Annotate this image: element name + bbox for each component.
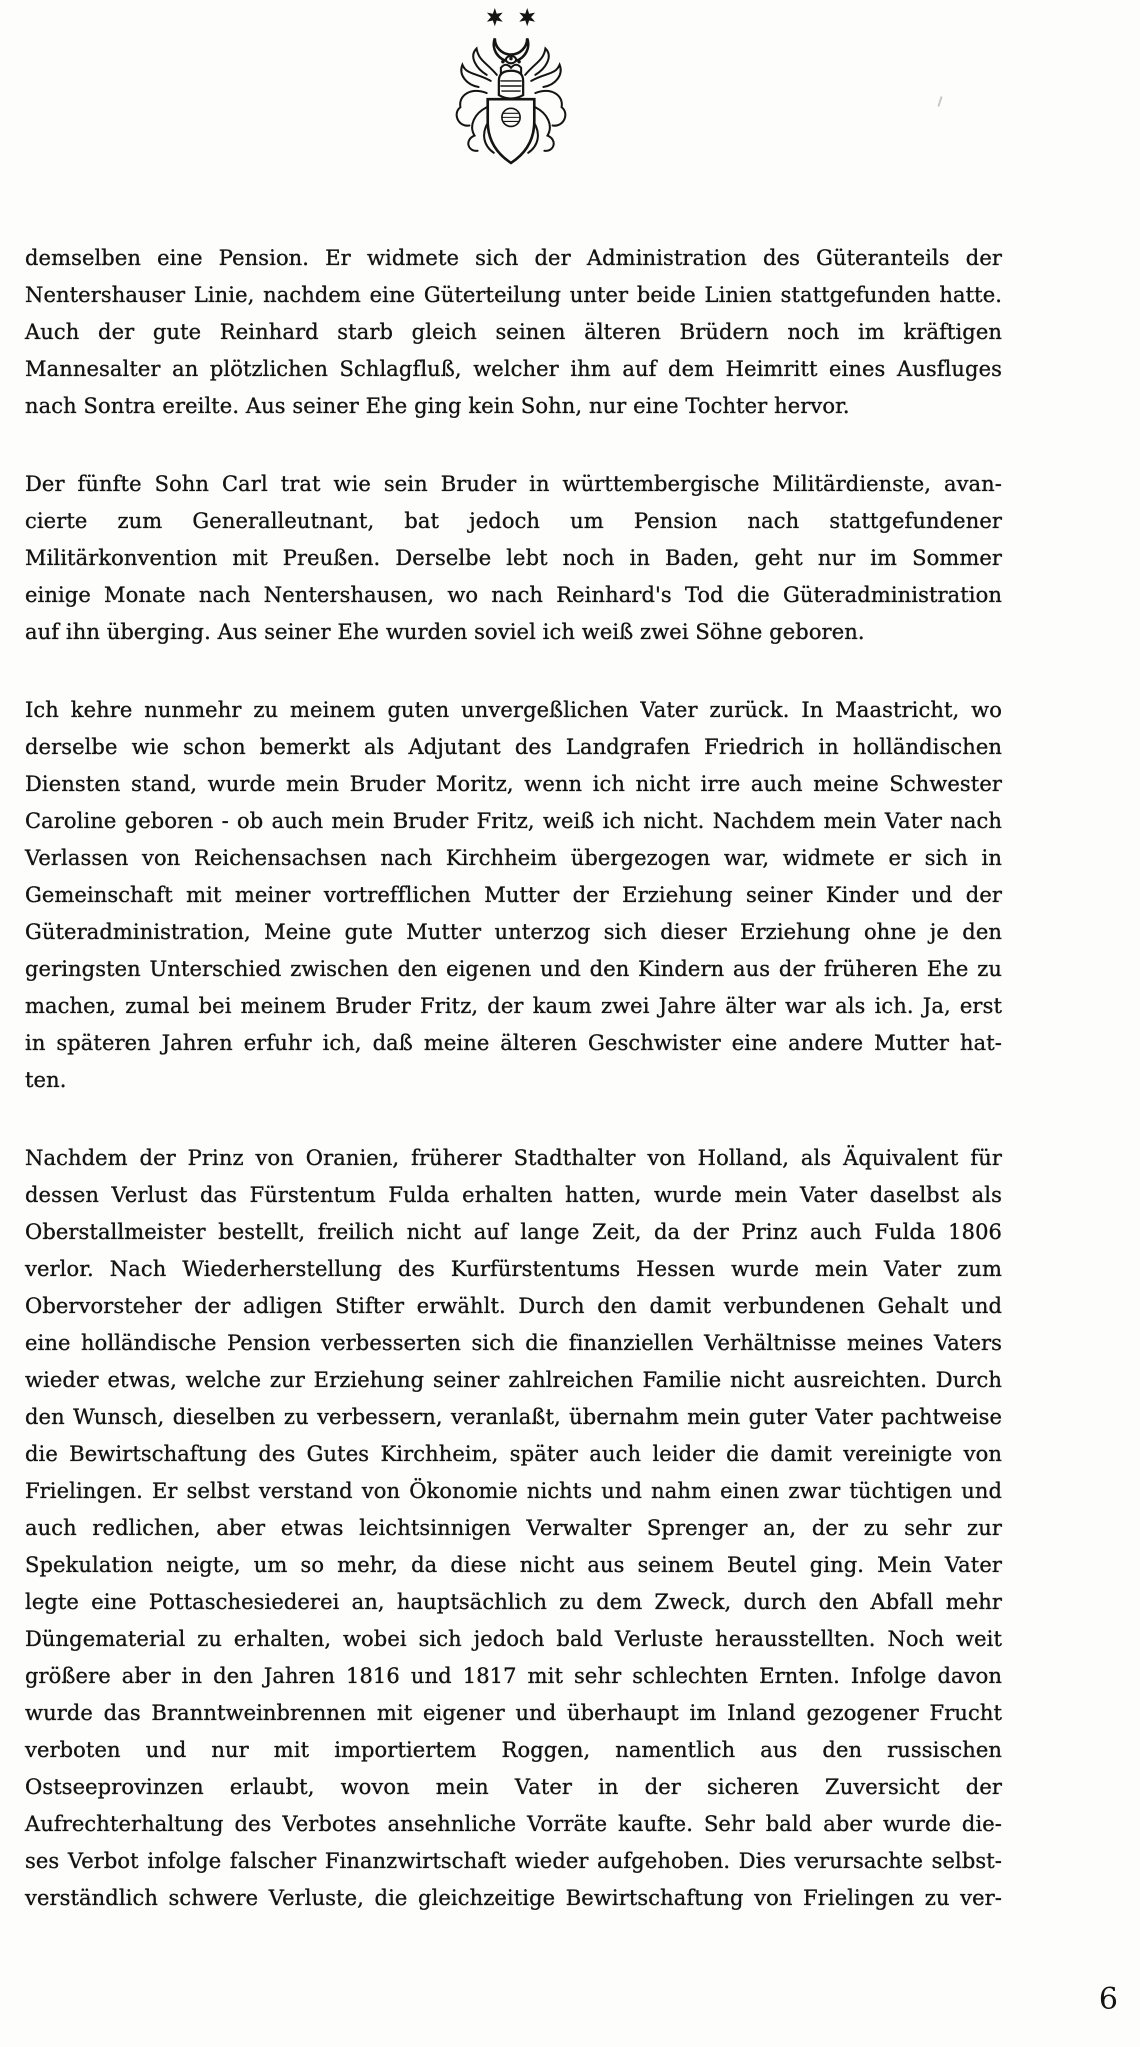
text-line: cierte zum Generalleutnant, bat jedoch um Pension nach stattgefundener [25,509,1002,533]
page-text [25,240,1002,1917]
text-line: auch redlichen, aber etwas leichtsinnigen Verwalter Sprenger an, der zu sehr zur [25,1516,1002,1540]
text-line: verständlich schwere Verluste, die gleichzeitige Bewirtschaftung von Frielingen zu ver- [25,1886,1002,1910]
helmet-icon [499,71,523,99]
text-line: legte eine Pottaschesiederei an, hauptsächlich zu dem Zweck, durch den Abfall mehr [25,1590,1002,1614]
text-line: verboten und nur mit importiertem Roggen, namentlich aus den russischen [25,1738,1002,1762]
text-line: in späteren Jahren erfuhr ich, daß meine älteren Geschwister eine andere Mutter hat- [25,1031,1002,1055]
paragraph [25,1140,1002,1917]
text-line: dessen Verlust das Fürstentum Fulda erhalten hatten, wurde mein Vater daselbst als [25,1183,1002,1207]
text-line: Oberstallmeister bestellt, freilich nicht auf lange Zeit, da der Prinz auch Fulda 1806 [25,1220,1002,1244]
text-line: die Bewirtschaftung des Gutes Kirchheim, später auch leider die damit vereinigte von [25,1442,1002,1466]
text-line: Militärkonvention mit Preußen. Derselbe lebt noch in Baden, geht nur im Sommer [25,546,1002,570]
text-line: Auch der gute Reinhard starb gleich seinen älteren Brüdern noch im kräftigen [25,320,1002,344]
paragraph [25,466,1002,651]
text-line: einige Monate nach Nentershausen, wo nach Reinhard's Tod die Güteradministration [25,583,1002,607]
text-line: Diensten stand, wurde mein Bruder Moritz, wenn ich nicht irre auch meine Schwester [25,772,1002,796]
text-line: derselbe wie schon bemerkt als Adjutant des Landgrafen Friedrich in holländischen [25,735,1002,759]
text-line: wurde das Branntweinbrennen mit eigener und überhaupt im Inland gezogener Frucht [25,1701,1002,1725]
text-line: nach Sontra ereilte. Aus seiner Ehe ging kein Sohn, nur eine Tochter hervor. [25,394,850,418]
text-line: Mannesalter an plötzlichen Schlagfluß, welcher ihm auf dem Heimritt eines Ausfluges [25,357,1002,381]
text-line: Verlassen von Reichensachsen nach Kirchheim übergezogen war, widmete er sich in [25,846,1002,870]
text-line: ten. [25,1068,67,1092]
coat-of-arms-icon [450,6,572,168]
text-line: wieder etwas, welche zur Erziehung seiner zahlreichen Familie nicht ausreichten. Durch [25,1368,1002,1392]
page-number: 6 [1098,1982,1118,2017]
text-line: Spekulation neigte, um so mehr, da diese nicht aus seinem Beutel ging. Mein Vater [25,1553,1002,1577]
text-line: auf ihn überging. Aus seiner Ehe wurden soviel ich weiß zwei Söhne geboren. [25,620,865,644]
text-line: Nentershauser Linie, nachdem eine Güterteilung unter beide Linien stattgefunden hatte. [25,283,1002,307]
star-icon [487,8,535,26]
text-line: Ich kehre nunmehr zu meinem guten unvergeßlichen Vater zurück. In Maastricht, wo [25,698,1002,722]
text-line: Der fünfte Sohn Carl trat wie sein Bruder in württembergische Militärdienste, avan- [25,472,1002,496]
text-line: ses Verbot infolge falscher Finanzwirtschaft wieder aufgehoben. Dies verursachte selbst- [25,1849,1002,1873]
text-line: Ostseeprovinzen erlaubt, wovon mein Vater in der sicheren Zuversicht der [25,1775,1002,1799]
text-line: Nachdem der Prinz von Oranien, früherer Stadthalter von Holland, als Äquivalent für [25,1146,1002,1170]
scan-artifact [937,96,942,107]
text-line: eine holländische Pension verbesserten sich die finanziellen Verhältnisse meines Vaters [25,1331,1002,1355]
text-line: Güteradministration, Meine gute Mutter unterzog sich dieser Erziehung ohne je den [25,920,1002,944]
text-line: Caroline geboren - ob auch mein Bruder Fritz, weiß ich nicht. Nachdem mein Vater nach [25,809,1002,833]
text-line: verlor. Nach Wiederherstellung des Kurfürstentums Hessen wurde mein Vater zum [25,1257,1002,1281]
paragraph [25,692,1002,1099]
text-line: geringsten Unterschied zwischen den eigenen und den Kindern aus der früheren Ehe zu [25,957,1002,981]
text-line: machen, zumal bei meinem Bruder Fritz, der kaum zwei Jahre älter war als ich. Ja, erst [25,994,1002,1018]
shield-icon [488,99,535,163]
text-line: den Wunsch, dieselben zu verbessern, veranlaßt, übernahm mein guter Vater pachtweise [25,1405,1002,1429]
text-line: demselben eine Pension. Er widmete sich der Administration des Güteranteils der [25,246,1002,270]
text-line: größere aber in den Jahren 1816 und 1817 mit sehr schlechten Ernten. Infolge davon [25,1664,1002,1688]
text-line: Gemeinschaft mit meiner vortrefflichen Mutter der Erziehung seiner Kinder und der [25,883,1002,907]
text-line: Frielingen. Er selbst verstand von Ökonomie nichts und nahm einen zwar tüchtigen und [25,1479,1002,1503]
text-line: Düngematerial zu erhalten, wobei sich jedoch bald Verluste herausstellten. Noch weit [25,1627,1002,1651]
paragraph [25,240,1002,425]
text-line: Aufrechterhaltung des Verbotes ansehnliche Vorräte kaufte. Sehr bald aber wurde die- [25,1812,1002,1836]
text-line: Obervorsteher der adligen Stifter erwählt. Durch den damit verbundenen Gehalt und [25,1294,1002,1318]
